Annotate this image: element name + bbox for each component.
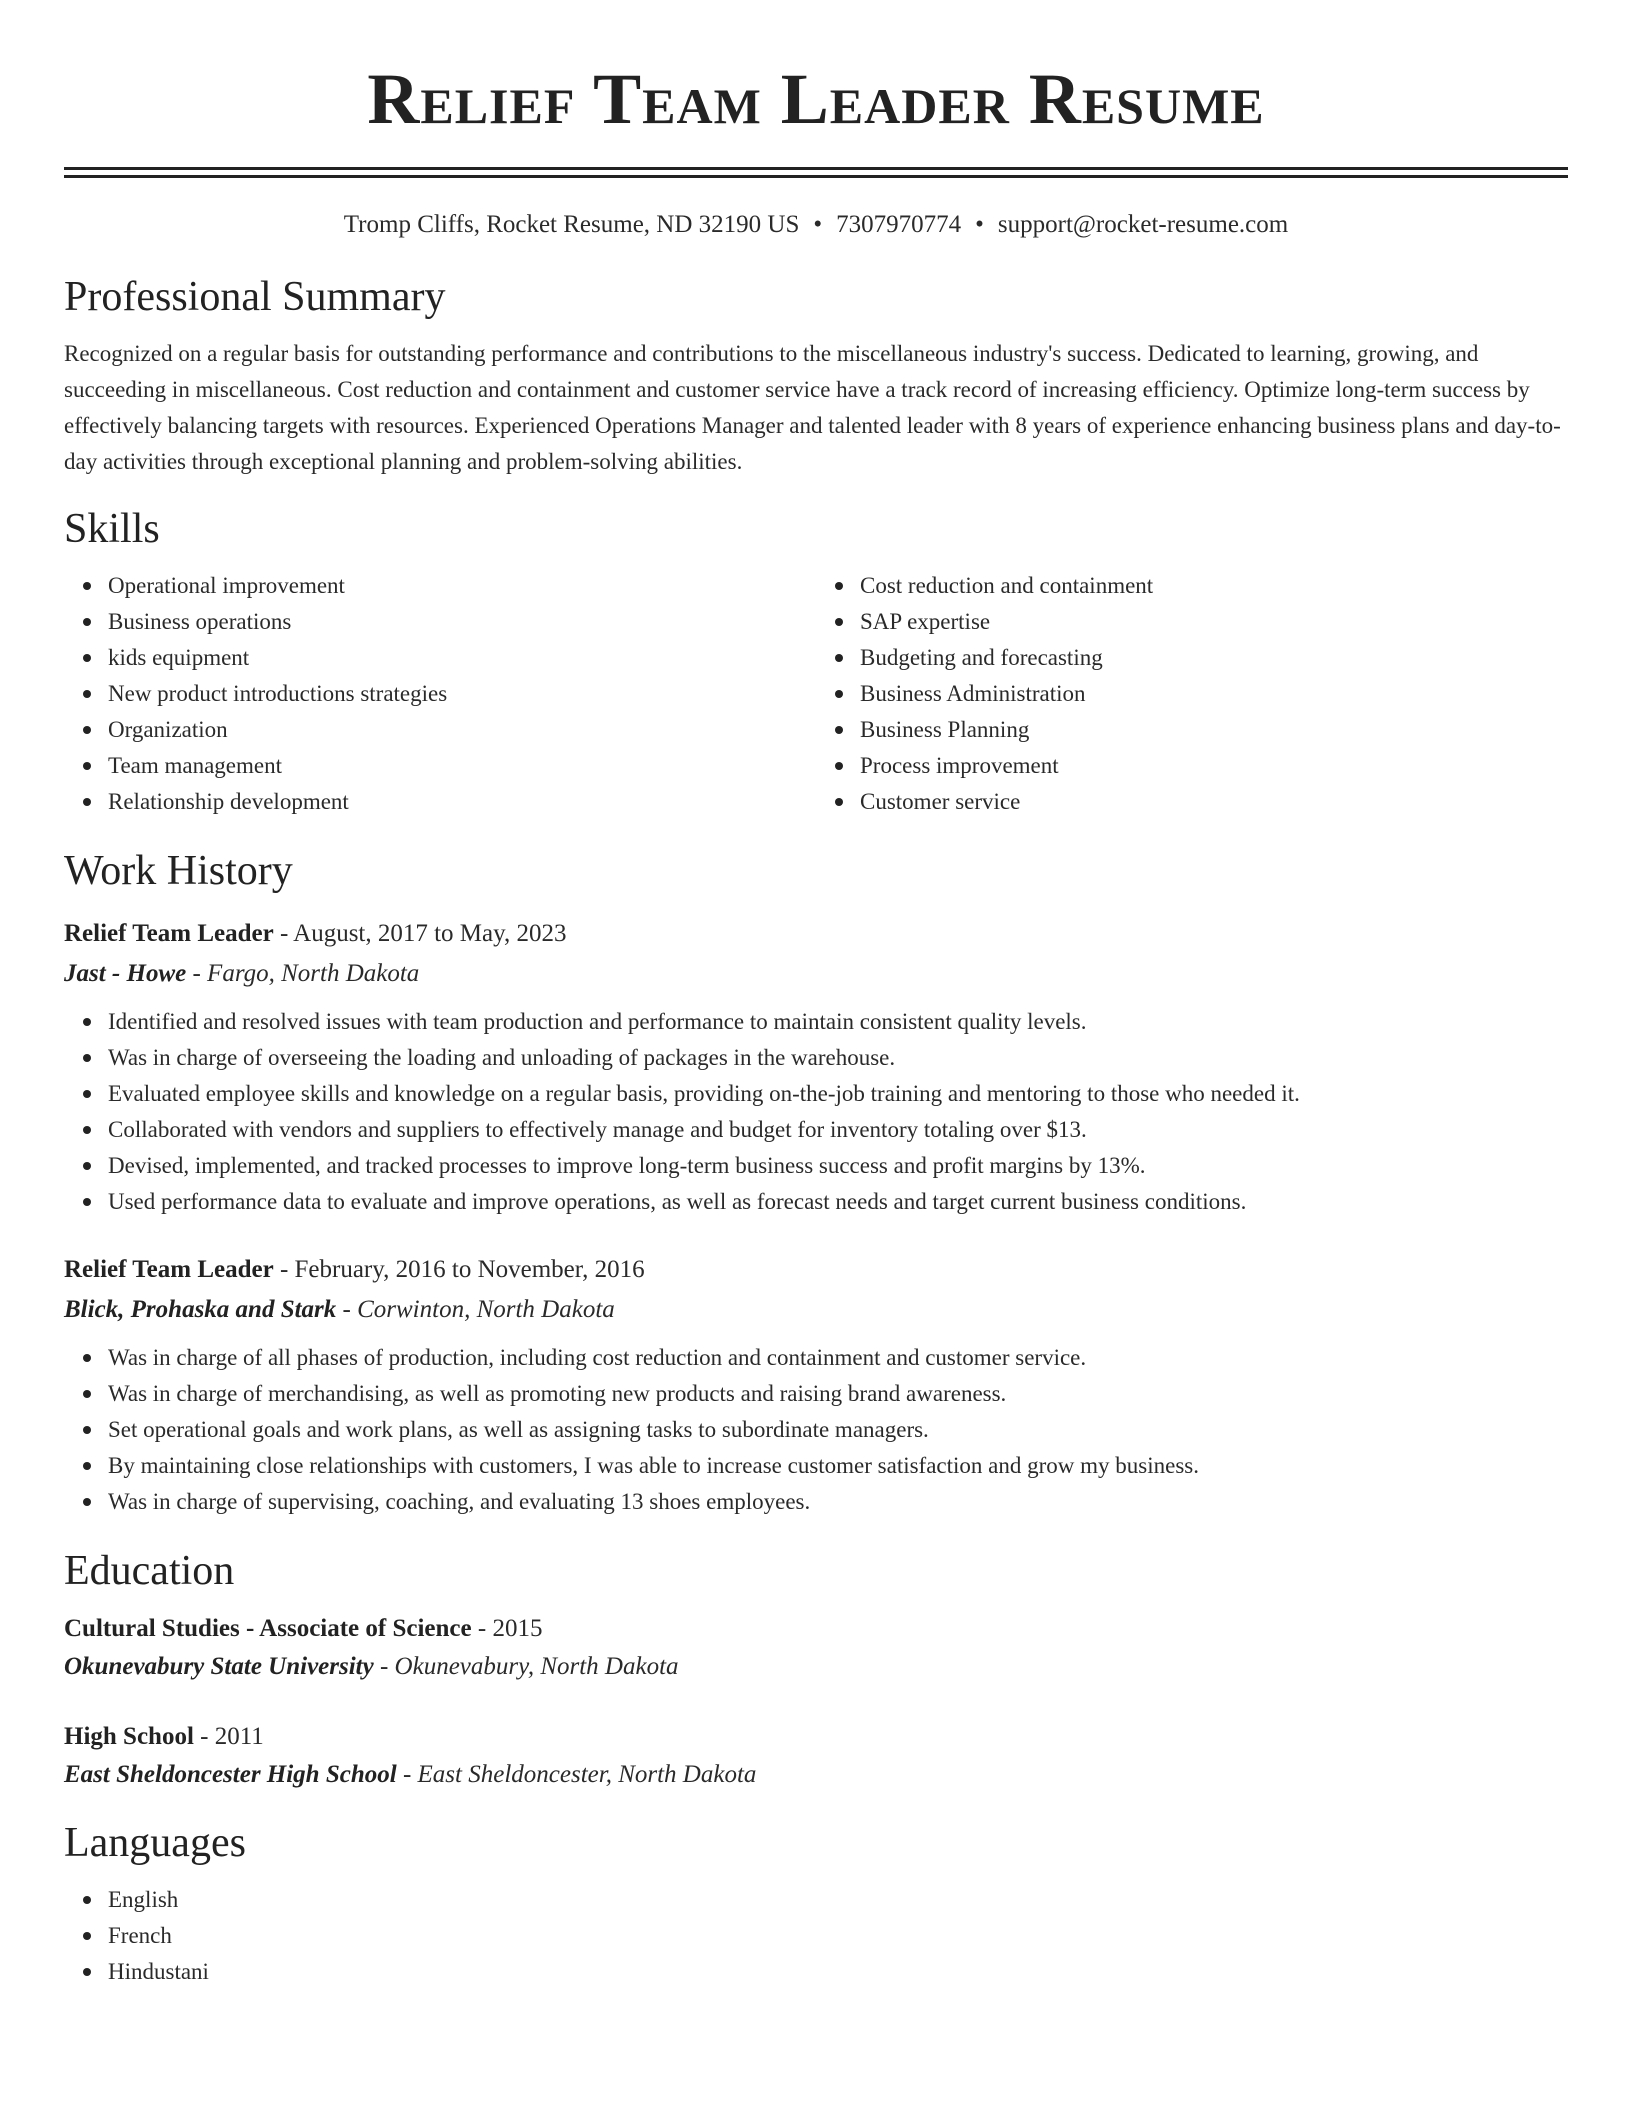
job-dates: - February, 2016 to November, 2016 bbox=[273, 1256, 645, 1283]
job-bullet: Set operational goals and work plans, as well as assigning tasks to subordinate managers. bbox=[108, 1412, 1568, 1448]
degree-line bbox=[64, 1610, 1568, 1648]
contact-separator: • bbox=[813, 211, 823, 238]
degree-year: - 2011 bbox=[193, 1723, 264, 1750]
language-item: French bbox=[108, 1918, 1568, 1954]
skill-item: Operational improvement bbox=[108, 568, 816, 604]
skill-item: Cost reduction and containment bbox=[860, 568, 1568, 604]
resume-page bbox=[64, 0, 1568, 1990]
job-title-line bbox=[64, 1250, 1568, 1290]
job-title-line bbox=[64, 914, 1568, 954]
employer-name: Blick, Prohaska and Stark bbox=[64, 1296, 337, 1323]
skill-item: Organization bbox=[108, 712, 816, 748]
employer-location: - Corwinton, North Dakota bbox=[336, 1296, 615, 1323]
institution-name: Okunevabury State University bbox=[64, 1653, 374, 1680]
contact-address: Tromp Cliffs, Rocket Resume, ND 32190 US bbox=[343, 211, 800, 238]
institution-location: - East Sheldoncester, North Dakota bbox=[396, 1761, 757, 1788]
employer-name: Jast - Howe bbox=[64, 960, 187, 987]
skill-item: Business operations bbox=[108, 604, 816, 640]
skill-item: Business Planning bbox=[860, 712, 1568, 748]
languages-heading: Languages bbox=[64, 1820, 246, 1866]
employer-line bbox=[64, 954, 1568, 994]
job-entry bbox=[64, 1250, 1568, 1520]
job-bullet: By maintaining close relationships with customers, I was able to increase customer satisfaction and grow my business. bbox=[108, 1448, 1568, 1484]
job-entry bbox=[64, 914, 1568, 1220]
job-bullet: Used performance data to evaluate and improve operations, as well as forecast needs and target current business conditions. bbox=[108, 1184, 1568, 1220]
job-bullet: Devised, implemented, and tracked processes to improve long-term business success and profit margins by 13%. bbox=[108, 1148, 1568, 1184]
skills-list-left bbox=[64, 568, 816, 820]
skills-list-right bbox=[816, 568, 1568, 820]
job-bullet: Was in charge of overseeing the loading and unloading of packages in the warehouse. bbox=[108, 1040, 1568, 1076]
summary-heading: Professional Summary bbox=[64, 274, 446, 320]
job-bullet: Identified and resolved issues with team production and performance to maintain consistent quality levels. bbox=[108, 1004, 1568, 1040]
employer-location: - Fargo, North Dakota bbox=[186, 960, 420, 987]
work-history-heading: Work History bbox=[64, 848, 293, 894]
skill-item: kids equipment bbox=[108, 640, 816, 676]
skill-item: New product introductions strategies bbox=[108, 676, 816, 712]
skill-item: Budgeting and forecasting bbox=[860, 640, 1568, 676]
language-item: English bbox=[108, 1882, 1568, 1918]
degree-name: Cultural Studies - Associate of Science bbox=[64, 1615, 472, 1642]
skill-item: Team management bbox=[108, 748, 816, 784]
skill-item: Process improvement bbox=[860, 748, 1568, 784]
institution-name: East Sheldoncester High School bbox=[64, 1761, 397, 1788]
skills-columns bbox=[64, 568, 1568, 820]
skills-heading: Skills bbox=[64, 506, 160, 552]
language-item: Hindustani bbox=[108, 1954, 1568, 1990]
job-bullet: Evaluated employee skills and knowledge on a regular basis, providing on-the-job training and mentoring to those who needed it. bbox=[108, 1076, 1568, 1112]
job-bullet: Was in charge of merchandising, as well as promoting new products and raising brand awareness. bbox=[108, 1376, 1568, 1412]
job-bullets bbox=[64, 1004, 1568, 1220]
education-entry bbox=[64, 1610, 1568, 1686]
job-bullets bbox=[64, 1340, 1568, 1520]
job-bullet: Collaborated with vendors and suppliers to effectively manage and budget for inventory totaling over $13. bbox=[108, 1112, 1568, 1148]
degree-name: High School bbox=[64, 1723, 194, 1750]
languages-list bbox=[64, 1882, 1568, 1990]
title-divider-top bbox=[64, 167, 1568, 170]
job-title: Relief Team Leader bbox=[64, 920, 274, 947]
contact-info bbox=[64, 210, 1568, 240]
job-title: Relief Team Leader bbox=[64, 1256, 274, 1283]
job-bullet: Was in charge of all phases of production, including cost reduction and containment and customer service. bbox=[108, 1340, 1568, 1376]
job-dates: - August, 2017 to May, 2023 bbox=[273, 920, 567, 947]
education-entry bbox=[64, 1718, 1568, 1794]
summary-text: Recognized on a regular basis for outstanding performance and contributions to the miscellaneous industry's success. Dedicated to learning, growing, and succeeding in miscellaneous. Cost reduction and containment and customer service have a track record of increasing efficiency. Optimize long-term success by effectively balancing targets with resources. Experienced Operations Manager and talented leader with 8 years of experience enhancing business plans and day-to-day activities through exceptional planning and problem-solving abilities. bbox=[64, 341, 1561, 474]
resume-title: Relief Team Leader Resume bbox=[367, 59, 1265, 139]
job-bullet: Was in charge of supervising, coaching, and evaluating 13 shoes employees. bbox=[108, 1484, 1568, 1520]
contact-separator: • bbox=[975, 211, 984, 238]
title-divider-bottom bbox=[64, 175, 1568, 178]
institution-line bbox=[64, 1756, 1568, 1794]
skill-item: SAP expertise bbox=[860, 604, 1568, 640]
institution-location: - Okunevabury, North Dakota bbox=[373, 1653, 679, 1680]
contact-phone: 7307970774 bbox=[836, 211, 962, 238]
institution-line bbox=[64, 1648, 1568, 1686]
degree-year: - 2015 bbox=[471, 1615, 543, 1642]
skill-item: Business Administration bbox=[860, 676, 1568, 712]
skill-item: Relationship development bbox=[108, 784, 816, 820]
contact-email: support@rocket-resume.com bbox=[997, 211, 1289, 238]
employer-line bbox=[64, 1290, 1568, 1330]
skill-item: Customer service bbox=[860, 784, 1568, 820]
degree-line bbox=[64, 1718, 1568, 1756]
education-heading: Education bbox=[64, 1548, 235, 1594]
